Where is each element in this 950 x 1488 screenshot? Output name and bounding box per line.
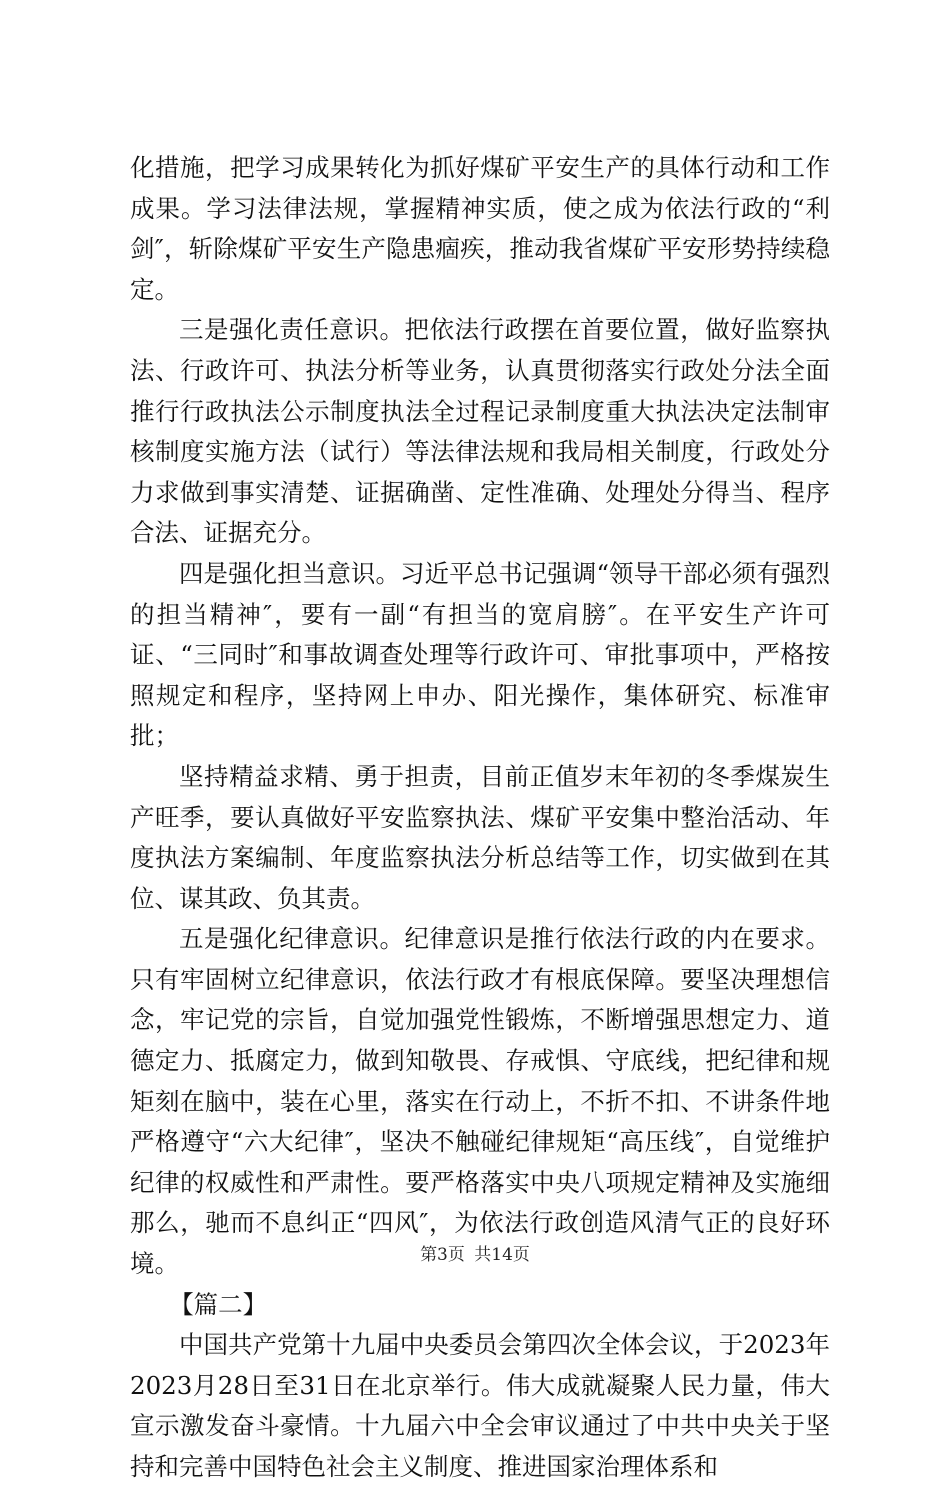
document-body xyxy=(130,148,830,1488)
paragraph-responsibility: 三是强化责任意识。把依法行政摆在首要位置，做好监察执法、行政许可、执法分析等业务，认真贯彻落实行政处分法全面推行行政执法公示制度执法全过程记录制度重大执法决定法制审核制度实施方法（试行）等法律法规和我局相关制度，行政处分力求做到事实清楚、证据确凿、定性准确、处理处分得当、程序合法、证据充分。 xyxy=(130,315,830,548)
paragraph-commitment: 四是强化担当意识。习近平总书记强调“领导干部必须有强烈的担当精神″，要有一副“有担当的宽肩膀″。在平安生产许可证、“三同时″和事故调查处理等行政许可、审批事项中，严格按照规定和程序，坚持网上申办、阳光操作，集体研究、标准审批； xyxy=(130,558,830,751)
paragraph-continuation: 化措施，把学习成果转化为抓好煤矿平安生产的具体行动和工作成果。学习法律法规，掌握精神实质，使之成为依法行政的“利剑″，斩除煤矿平安生产隐患痼疾，推动我省煤矿平安形势持续稳定。 xyxy=(130,153,830,304)
section-heading: 【篇二】 xyxy=(169,1289,268,1319)
paragraph-excellence: 坚持精益求精、勇于担责，目前正值岁末年初的冬季煤炭生产旺季，要认真做好平安监察执法、煤矿平安集中整治活动、年度执法方案编制、年度监察执法分析总结等工作，切实做到在其位、谋其政、负其责。 xyxy=(130,761,830,913)
page-number-footer: 第3页 共14页 xyxy=(420,1245,530,1265)
paragraph-discipline: 五是强化纪律意识。纪律意识是推行依法行政的内在要求。只有牢固树立纪律意识，依法行政才有根底保障。要坚决理想信念，牢记党的宗旨，自觉加强党性锻炼，不断增强思想定力、道德定力、抵腐定力，做到知敬畏、存戒惧、守底线，把纪律和规矩刻在脑中，装在心里，落实在行动上，不折不扣、不讲条件地严格遵守“六大纪律″，坚决不触碰纪律规矩“高压线″，自觉维护纪律的权威性和严肃性。要严格落实中央八项规定精神及实施细那么，驰而不息纠正“四风″，为依法行政创造风清气正的良好环境。 xyxy=(130,924,830,1279)
paragraph-plenary: 中国共产党第十九届中央委员会第四次全体会议，于2023年2023月28日至31日在北京举行。伟大成就凝聚人民力量，伟大宣示激发奋斗豪情。十九届六中全会审议通过了中共中央关于坚持和完善中国特色社会主义制度、推进国家治理体系和 xyxy=(130,1330,830,1481)
